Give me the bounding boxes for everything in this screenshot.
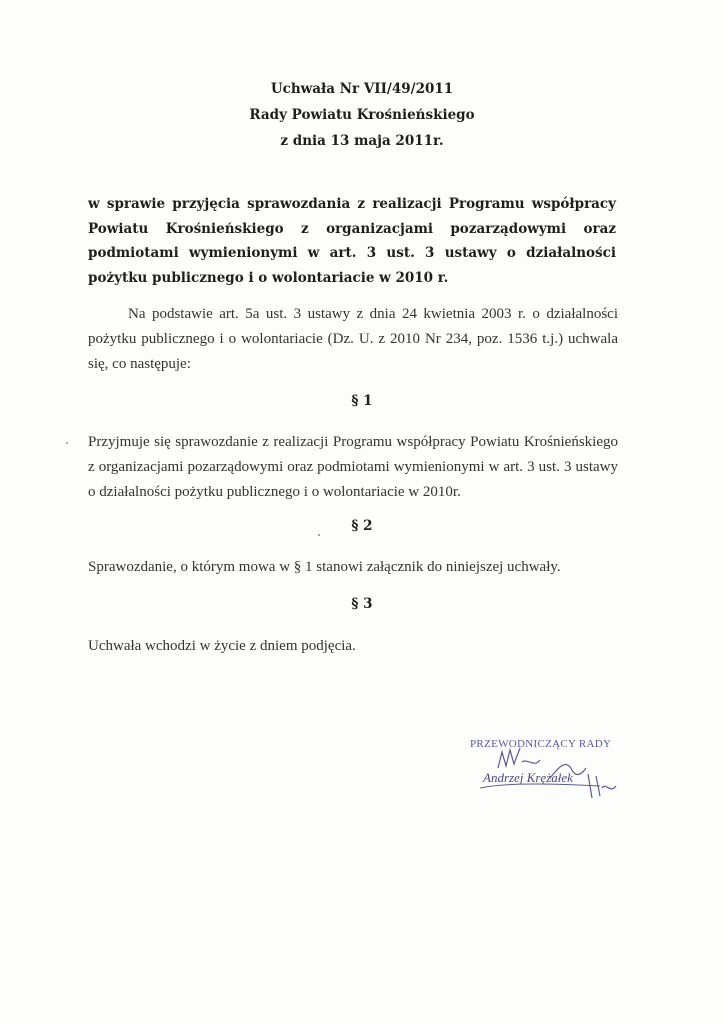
- resolution-header: [0, 76, 724, 154]
- resolution-date: z dnia 13 maja 2011r.: [280, 133, 444, 149]
- legal-basis-text: Na podstawie art. 5a ust. 3 ustawy z dnia 24 kwietnia 2003 r. o działalności pożytku publicznego i o wolontariacie (Dz. U. z 2010 Nr 234, poz. 1536 t.j.) uchwala się, co następuje:: [88, 306, 618, 372]
- scan-speck: [66, 442, 68, 444]
- section-1-sign: § 1: [351, 393, 373, 409]
- legal-basis: [88, 302, 618, 377]
- section-2-text: Sprawozdanie, o którym mowa w § 1 stanowi załącznik do niniejszej uchwały.: [88, 559, 561, 575]
- stamp-title: PRZEWODNICZĄCY RADY: [470, 738, 612, 750]
- section-3-text: Uchwała wchodzi w życie z dniem podjęcia.: [88, 638, 356, 654]
- section-3-sign: § 3: [351, 596, 373, 612]
- resolution-subject: w sprawie przyjęcia sprawozdania z realizacji Programu współpracy Powiatu Krośnieńskiego z organizacjami pozarządowymi oraz podmiotami wymienionymi w art. 3 ust. 3 ustawy o działalności pożytku publicznego i o wolontariacie w 2010 r.: [88, 196, 616, 286]
- stamp-name: Andrzej Krężałek: [483, 770, 573, 785]
- section-2-sign: § 2: [351, 518, 373, 534]
- handwritten-signature: [450, 738, 630, 808]
- resolution-number: Uchwała Nr VII/49/2011: [270, 81, 454, 97]
- signature-stroke: [498, 748, 616, 798]
- signature-underline: [480, 784, 600, 788]
- scan-speck: [318, 534, 320, 536]
- council-name: Rady Powiatu Krośnieńskiego: [249, 107, 475, 123]
- section-1-text: Przyjmuje się sprawozdanie z realizacji Programu współpracy Powiatu Krośnieńskiego z organizacjami pozarządowymi oraz podmiotami wymienionymi w art. 3 ust. 3 ustawy o działalności pożytku publicznego i o wolontariacie w 2010r.: [88, 434, 618, 500]
